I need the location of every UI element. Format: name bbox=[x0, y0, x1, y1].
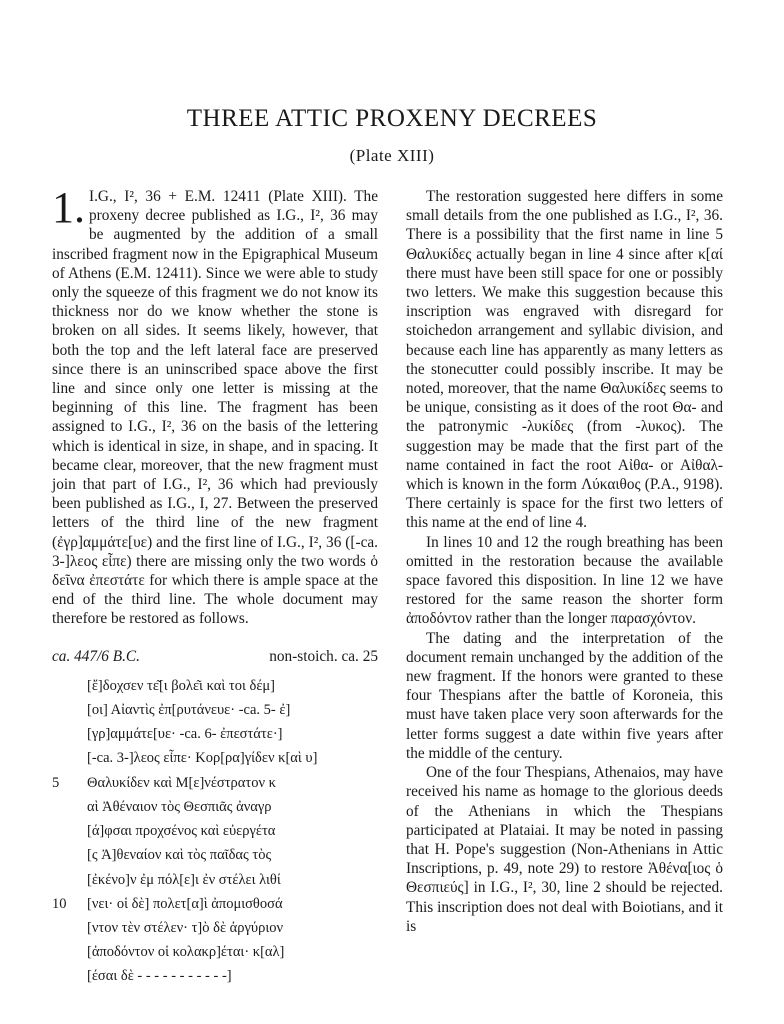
line-text: [γρ]αμμάτε[υε· -ca. 6- ἐπεστάτε·] bbox=[87, 726, 283, 743]
line-number bbox=[52, 819, 87, 843]
line-text: [ἀποδόντον οἱ κολακρ]έται· κ[αλ] bbox=[87, 944, 285, 961]
paragraph: The restoration suggested here differs in some small details from the one published as I.G., I², 36. There is a possibility that the first name in line 5 Θαλυκίδες actually began in line 4 since after κ[αί there must have been still space for one or possibly two letters. We make this suggestion because this inscription was engraved with disregard for stoichedon arrangement and syllabic division, and because each line has apparently as many letters as the stonecutter could possibly inscribe. It may be noted, moreover, that the name Θαλυκίδες seems to be unique, consisting as it does of the root Θα- and the patronymic -λυκίδες (from -λυκος). The suggestion may be made that the first part of the name contained in fact the root Αἰθα- or Αἰθαλ- which is known in the form Λύκαιθος (P.A., 9198). There certainly is space for the first two letters of this name at the end of line 4. bbox=[406, 188, 723, 532]
inscription-line bbox=[52, 698, 378, 722]
article-title: THREE ATTIC PROXENY DECREES bbox=[186, 105, 598, 132]
line-number: 10 bbox=[52, 895, 67, 912]
inscription-date: ca. 447/6 B.C. bbox=[52, 647, 140, 665]
line-text: [ντον τὲν στέλεν· τ]ὸ δὲ ἀργύριον bbox=[87, 919, 284, 936]
inscription-line bbox=[52, 964, 378, 988]
inscription-line bbox=[52, 916, 378, 940]
inscription-text bbox=[52, 674, 378, 989]
line-number: 5 bbox=[52, 774, 60, 791]
paragraph: One of the four Thespians, Athenaios, may have received his name as homage to the glorious deeds of the Athenians in which the Thespians participated at Plataiai. It may be noted in passing that H. Pope's suggestion (Non-Athenians in Attic Inscriptions, p. 49, note 29) to restore Ἀθένα[ιος ὁ Θεσπιεύς] in I.G., I², 30, line 2 should be rejected. This inscription does not deal with Boiotians, and it is bbox=[406, 764, 723, 935]
line-number bbox=[52, 698, 87, 722]
paragraph: The dating and the interpretation of the document remain unchanged by the addition of the new fragment. If the honors were granted to these four Thespians after the battle of Koroneia, this must have taken place very soon afterwards for the letter forms suggest a date within five years after the middle of the century. bbox=[406, 629, 723, 762]
paragraph: In lines 10 and 12 the rough breathing has been omitted in the restoration because the available space favored this disposition. In line 12 we have restored for the same reason the shorter form ἀποδόντον rather than the longer παρασχόντον. bbox=[406, 533, 723, 628]
line-number bbox=[52, 674, 87, 698]
line-text: αὶ Ἀθέναιον τὸς Θεσπιᾶς ἀναγρ bbox=[87, 798, 272, 815]
line-number bbox=[52, 964, 87, 988]
inscription-line bbox=[52, 819, 378, 843]
inscription-line bbox=[52, 795, 378, 819]
line-text: [ά]φσαι προχσένος καὶ εὐεργέτα bbox=[87, 823, 276, 840]
line-number bbox=[52, 868, 87, 892]
line-text: Θαλυκίδεν καὶ Μ[ε]νέστρατον κ bbox=[87, 774, 276, 791]
inscription-line bbox=[52, 892, 378, 916]
line-number bbox=[52, 722, 87, 746]
line-text: [νει· οἱ δὲ] πολετ[α]ὶ ἀπομισθοσά bbox=[87, 895, 283, 912]
line-number bbox=[52, 940, 87, 964]
line-text: [-ca. 3-]λεος εἶπε· Κορ[ρα]γίδεν κ[αὶ υ] bbox=[87, 750, 318, 767]
inscription-line bbox=[52, 674, 378, 698]
right-column bbox=[406, 187, 723, 936]
plate-subtitle: (Plate XIII) bbox=[349, 146, 435, 165]
line-text: [οι] Αἰαντὶς ἐπ[ρυτάνευε· -ca. 5- ἐ] bbox=[87, 702, 291, 719]
inscription-line bbox=[52, 746, 378, 770]
line-number bbox=[52, 746, 87, 770]
inscription-line bbox=[52, 940, 378, 964]
line-text: [ἔ]δοχσεν τε͂[ι βολε͂ι καὶ τοι δέμ] bbox=[87, 677, 276, 694]
left-column bbox=[52, 183, 378, 989]
section-number: 1. bbox=[52, 183, 85, 232]
inscription-line bbox=[52, 843, 378, 867]
line-number bbox=[52, 916, 87, 940]
inscription-line bbox=[52, 722, 378, 746]
line-text: [έσαι δὲ - - - - - - - - - - -] bbox=[87, 968, 232, 985]
inscription-header bbox=[52, 647, 378, 666]
line-text: [ς Ἀ]θεναίον καὶ τὸς παῖδας τὸς bbox=[87, 847, 272, 864]
line-number bbox=[52, 843, 87, 867]
line-number bbox=[52, 795, 87, 819]
intro-paragraph bbox=[52, 183, 378, 629]
line-text: [ἐκένο]ν ἐμ πόλ[ε]ι ἐν στέλει λιθί bbox=[87, 871, 281, 888]
intro-text: I.G., I², 36 + E.M. 12411 (Plate XIII). The proxeny decree published as I.G., I², 36 may be augmented by the addition of a small inscribed fragment now in the Epigraphical Museum of Athens (E.M. 12411). Since we were able to study only the squeeze of this fragment we do not know its thickness nor do we know whether the stone is broken on all sides. It seems likely, however, that both the top and the left lateral face are preserved since there is an uninscribed space above the first line and since only one letter is missing at the beginning of this line. The fragment has been assigned to I.G., I², 36 on the basis of the lettering which is identical in size, in shape, and in spacing. It became clear, moreover, that the new fragment must join that part of I.G., I², 36 which had previously been published as I.G., I, 27. Between the preserved letters of the third line of the new fragment (ἐγρ]αμμάτε[υε) and the first line of I.G., I², 36 ([-ca. 3-]λεος εἶπε) there are missing only the two words ὁ δεῖνα ἐπεστάτε for which there is ample space at the end of the third line. The whole document may therefore be restored as follows. bbox=[52, 188, 378, 628]
inscription-line bbox=[52, 868, 378, 892]
inscription-format: non-stoich. ca. 25 bbox=[269, 647, 378, 665]
inscription-line bbox=[52, 771, 378, 795]
